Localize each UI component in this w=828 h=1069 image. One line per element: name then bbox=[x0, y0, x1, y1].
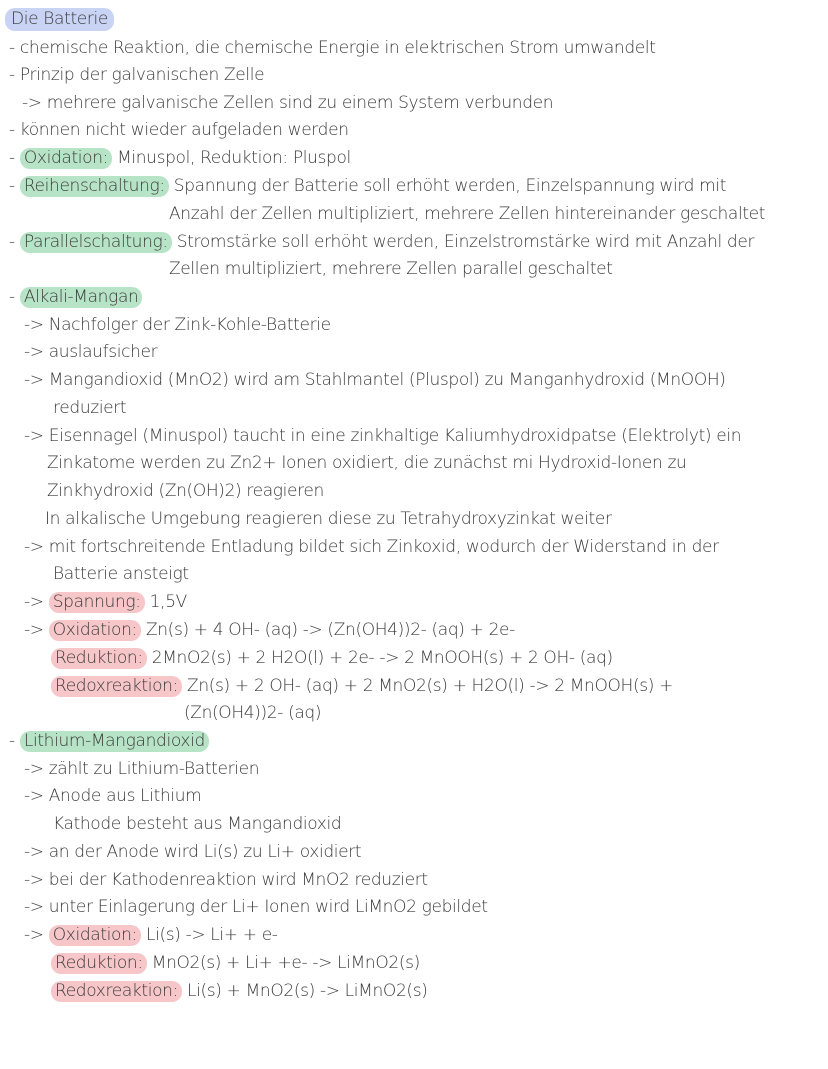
lithium-oxidation bbox=[24, 924, 278, 946]
title-line bbox=[5, 8, 114, 30]
lithium-line-5: -> bei der Kathodenreaktion wird MnO2 reduziert bbox=[24, 870, 428, 890]
lithium-line-1: -> zählt zu Lithium-Batterien bbox=[24, 759, 260, 779]
lithium-line-4: -> an der Anode wird Li(s) zu Li+ oxidiert bbox=[24, 842, 362, 862]
bullet-dash: - bbox=[9, 148, 20, 168]
alkali-redoxreaktion bbox=[51, 675, 673, 697]
intro-line-3: -> mehrere galvanische Zellen sind zu einem System verbunden bbox=[22, 93, 554, 113]
reduktion-label: Reduktion: bbox=[51, 953, 147, 974]
lithium-reduktion bbox=[51, 952, 420, 974]
reduktion-equation: MnO2(s) + Li+ +e- -> LiMnO2(s) bbox=[146, 953, 420, 973]
alkali-line-9: -> mit fortschreitende Entladung bildet sich Zinkoxid, wodurch der Widerstand in der bbox=[24, 537, 719, 557]
oxidation-label: Oxidation: bbox=[20, 148, 112, 169]
oxidation-label: Oxidation: bbox=[49, 925, 141, 946]
reihenschaltung-line-1 bbox=[9, 175, 726, 197]
alkali-line-4: reduziert bbox=[53, 398, 127, 418]
reihenschaltung-text: Spannung der Batterie soll erhöht werden, Einzelspannung wird mit bbox=[168, 176, 727, 196]
parallelschaltung-line-2: Zellen multipliziert, mehrere Zellen parallel geschaltet bbox=[169, 259, 613, 279]
oxidation-line bbox=[9, 147, 351, 169]
alkali-oxidation bbox=[24, 619, 515, 641]
bullet-dash: - bbox=[9, 232, 20, 252]
lithium-label: Lithium-Mangandioxid bbox=[20, 731, 209, 752]
intro-line-1: - chemische Reaktion, die chemische Energie in elektrischen Strom umwandelt bbox=[9, 38, 656, 58]
reduktion-equation: 2MnO2(s) + 2 H2O(l) + 2e- -> 2 MnOOH(s) + 2 OH- (aq) bbox=[146, 648, 613, 668]
reihenschaltung-label: Reihenschaltung: bbox=[20, 176, 169, 197]
alkali-spannung bbox=[24, 591, 187, 613]
alkali-heading bbox=[9, 286, 142, 308]
reihenschaltung-line-2: Anzahl der Zellen multipliziert, mehrere Zellen hintereinander geschaltet bbox=[169, 204, 766, 224]
alkali-line-2: -> auslaufsicher bbox=[24, 342, 158, 362]
arrow-prefix: -> bbox=[24, 925, 49, 945]
parallelschaltung-label: Parallelschaltung: bbox=[20, 232, 172, 253]
alkali-line-1: -> Nachfolger der Zink-Kohle-Batterie bbox=[24, 315, 331, 335]
spannung-value: 1,5V bbox=[144, 592, 187, 612]
alkali-label: Alkali-Mangan bbox=[20, 287, 143, 308]
intro-line-4: - können nicht wieder aufgeladen werden bbox=[9, 120, 349, 140]
arrow-prefix: -> bbox=[24, 592, 49, 612]
bullet-dash: - bbox=[9, 731, 20, 751]
lithium-line-3: Kathode besteht aus Mangandioxid bbox=[53, 814, 342, 834]
alkali-line-10: Batterie ansteigt bbox=[53, 564, 189, 584]
redoxreaktion-label: Redoxreaktion: bbox=[51, 676, 182, 697]
bullet-dash: - bbox=[9, 176, 20, 196]
oxidation-label: Oxidation: bbox=[49, 620, 141, 641]
alkali-line-8: In alkalische Umgebung reagieren diese zu Tetrahydroxyzinkat weiter bbox=[45, 509, 612, 529]
alkali-line-3: -> Mangandioxid (MnO2) wird am Stahlmantel (Pluspol) zu Manganhydroxid (MnOOH) bbox=[24, 370, 726, 390]
reduktion-label: Reduktion: bbox=[51, 648, 147, 669]
redoxreaktion-equation: Li(s) + MnO2(s) -> LiMnO2(s) bbox=[181, 981, 428, 1001]
alkali-line-5: -> Eisennagel (Minuspol) taucht in eine zinkhaltige Kaliumhydroxidpatse (Elektrolyt) ein bbox=[24, 426, 742, 446]
alkali-redoxreaktion-cont: (Zn(OH4))2- (aq) bbox=[184, 703, 322, 723]
oxidation-equation: Zn(s) + 4 OH- (aq) -> (Zn(OH4))2- (aq) + 2e- bbox=[140, 620, 515, 640]
lithium-line-6: -> unter Einlagerung der Li+ Ionen wird LiMnO2 gebildet bbox=[24, 897, 488, 917]
bullet-dash: - bbox=[9, 287, 20, 307]
redoxreaktion-equation: Zn(s) + 2 OH- (aq) + 2 MnO2(s) + H2O(l) -> 2 MnOOH(s) + bbox=[181, 676, 673, 696]
spannung-label: Spannung: bbox=[49, 592, 145, 613]
oxidation-equation: Li(s) -> Li+ + e- bbox=[140, 925, 278, 945]
arrow-prefix: -> bbox=[24, 620, 49, 640]
page-title: Die Batterie bbox=[5, 8, 114, 31]
lithium-heading bbox=[9, 730, 209, 752]
parallelschaltung-text: Stromstärke soll erhöht werden, Einzelstromstärke wird mit Anzahl der bbox=[171, 232, 755, 252]
alkali-line-6: Zinkatome werden zu Zn2+ Ionen oxidiert, die zunächst mi Hydroxid-Ionen zu bbox=[47, 453, 687, 473]
alkali-line-7: Zinkhydroxid (Zn(OH)2) reagieren bbox=[47, 481, 324, 501]
alkali-reduktion bbox=[51, 647, 613, 669]
lithium-line-2: -> Anode aus Lithium bbox=[24, 786, 202, 806]
oxidation-text: Minuspol, Reduktion: Pluspol bbox=[112, 148, 351, 168]
parallelschaltung-line-1 bbox=[9, 231, 754, 253]
redoxreaktion-label: Redoxreaktion: bbox=[51, 981, 182, 1002]
intro-line-2: - Prinzip der galvanischen Zelle bbox=[9, 65, 265, 85]
lithium-redoxreaktion bbox=[51, 980, 428, 1002]
